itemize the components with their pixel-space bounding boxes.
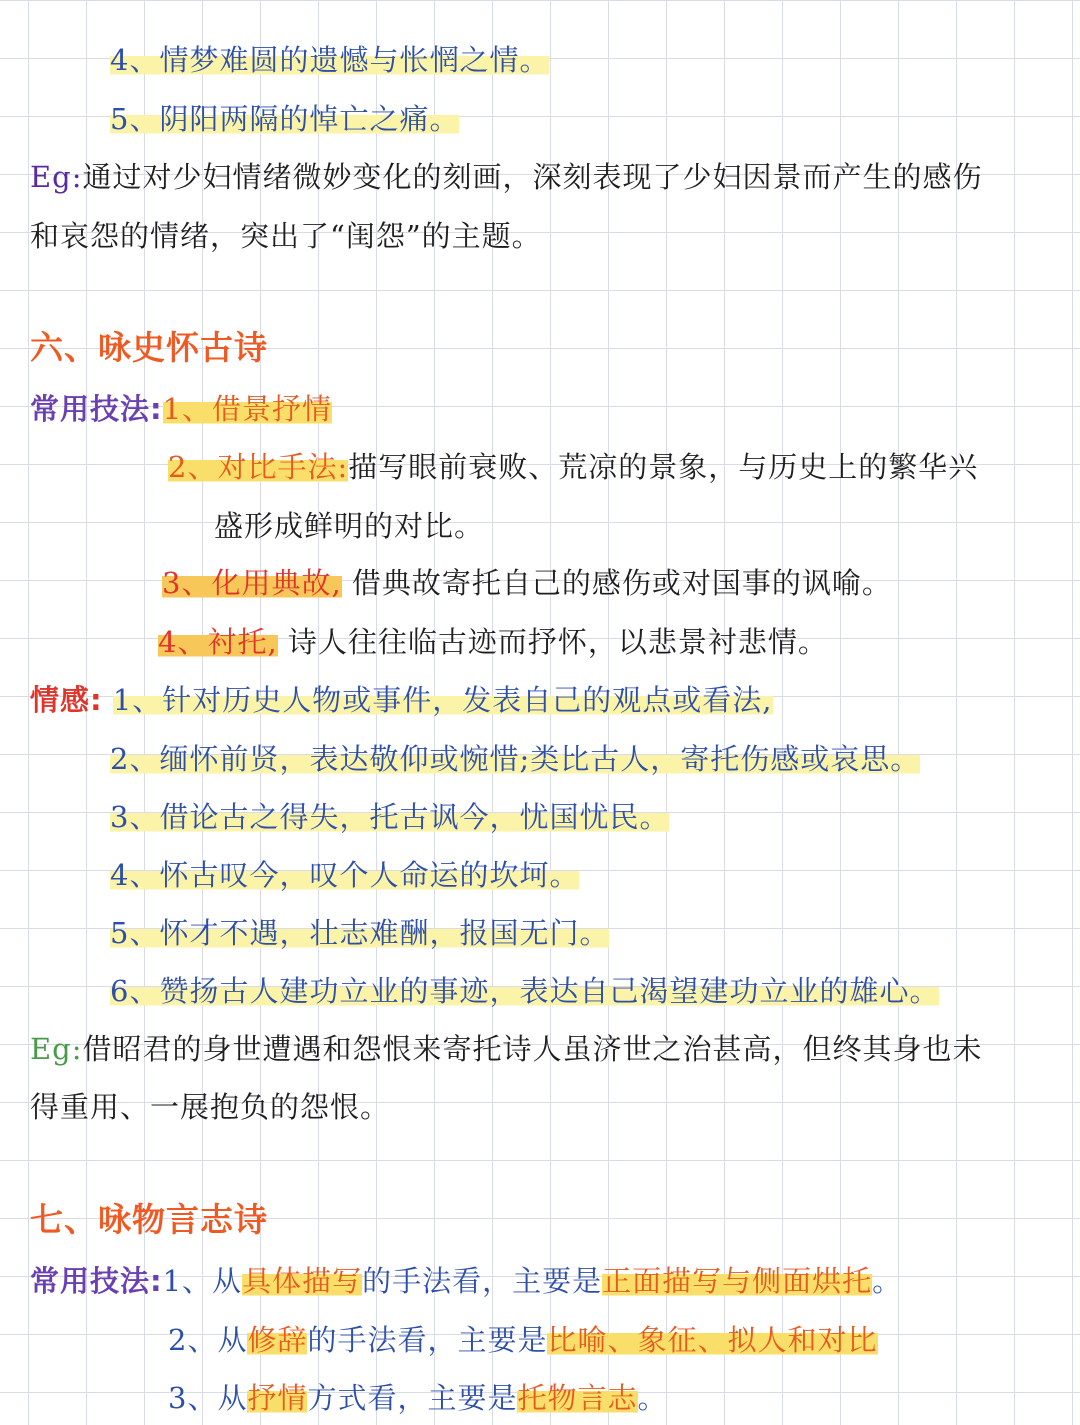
section-7-heading: 七、咏物言志诗 [30, 1200, 268, 1239]
section-6-emotion-2: 2、缅怀前贤，表达敬仰或惋惜;类比古人，寄托伤感或哀思。 [110, 742, 921, 776]
technique-label: 常用技法: [30, 1264, 163, 1298]
section-6-example-cont: 得重用、一展抱负的怨恨。 [30, 1090, 391, 1124]
emotion-item-5: 5、阴阳两隔的悼亡之痛。 [110, 102, 460, 136]
section-6-technique-2-cont: 盛形成鲜明的对比。 [214, 509, 485, 543]
eg-label: Eg: [30, 160, 83, 194]
example-paragraph-top: Eg:通过对少妇情绪微妙变化的刻画，深刻表现了少妇因景而产生的感伤 [30, 160, 983, 194]
emotion-label: 情感: [30, 683, 103, 717]
section-6-technique-3: 3、化用典故, 借典故寄托自己的感伤或对国事的讽喻。 [162, 566, 892, 600]
section-7-technique-3: 3、从抒情方式看，主要是托物言志。 [168, 1381, 668, 1415]
section-6-emotion-3: 3、借论古之得失，托古讽今，忧国忧民。 [110, 800, 670, 834]
section-6-heading: 六、咏史怀古诗 [30, 328, 268, 367]
section-7-technique-1: 常用技法:1、从具体描写的手法看，主要是正面描写与侧面烘托。 [30, 1264, 903, 1298]
section-7-technique-2: 2、从修辞的手法看，主要是比喻、象征、拟人和对比 [168, 1323, 878, 1357]
section-6-emotion-4: 4、怀古叹今，叹个人命运的坎坷。 [110, 858, 580, 892]
section-6-emotion-1: 情感: 1、针对历史人物或事件，发表自己的观点或看法, [30, 683, 773, 717]
section-6-emotion-6: 6、赞扬古人建功立业的事迹，表达自己渴望建功立业的雄心。 [110, 974, 940, 1008]
section-6-example: Eg:借昭君的身世遭遇和怨恨来寄托诗人虽济世之治甚高，但终其身也未 [30, 1032, 983, 1066]
example-paragraph-top-cont: 和哀怨的情绪，突出了“闺怨”的主题。 [30, 219, 542, 253]
eg-label: Eg: [30, 1032, 83, 1066]
section-6-technique-2: 2、对比手法:描写眼前衰败、荒凉的景象，与历史上的繁华兴 [168, 450, 979, 484]
section-6-technique-1: 常用技法:1、借景抒情 [30, 392, 333, 426]
section-6-technique-4: 4、衬托, 诗人往往临古迹而抒怀，以悲景衬悲情。 [158, 625, 828, 659]
emotion-item-4: 4、情梦难圆的遗憾与怅惘之情。 [110, 43, 550, 77]
section-6-emotion-5: 5、怀才不遇，壮志难酬，报国无门。 [110, 916, 610, 950]
technique-label: 常用技法: [30, 392, 163, 426]
